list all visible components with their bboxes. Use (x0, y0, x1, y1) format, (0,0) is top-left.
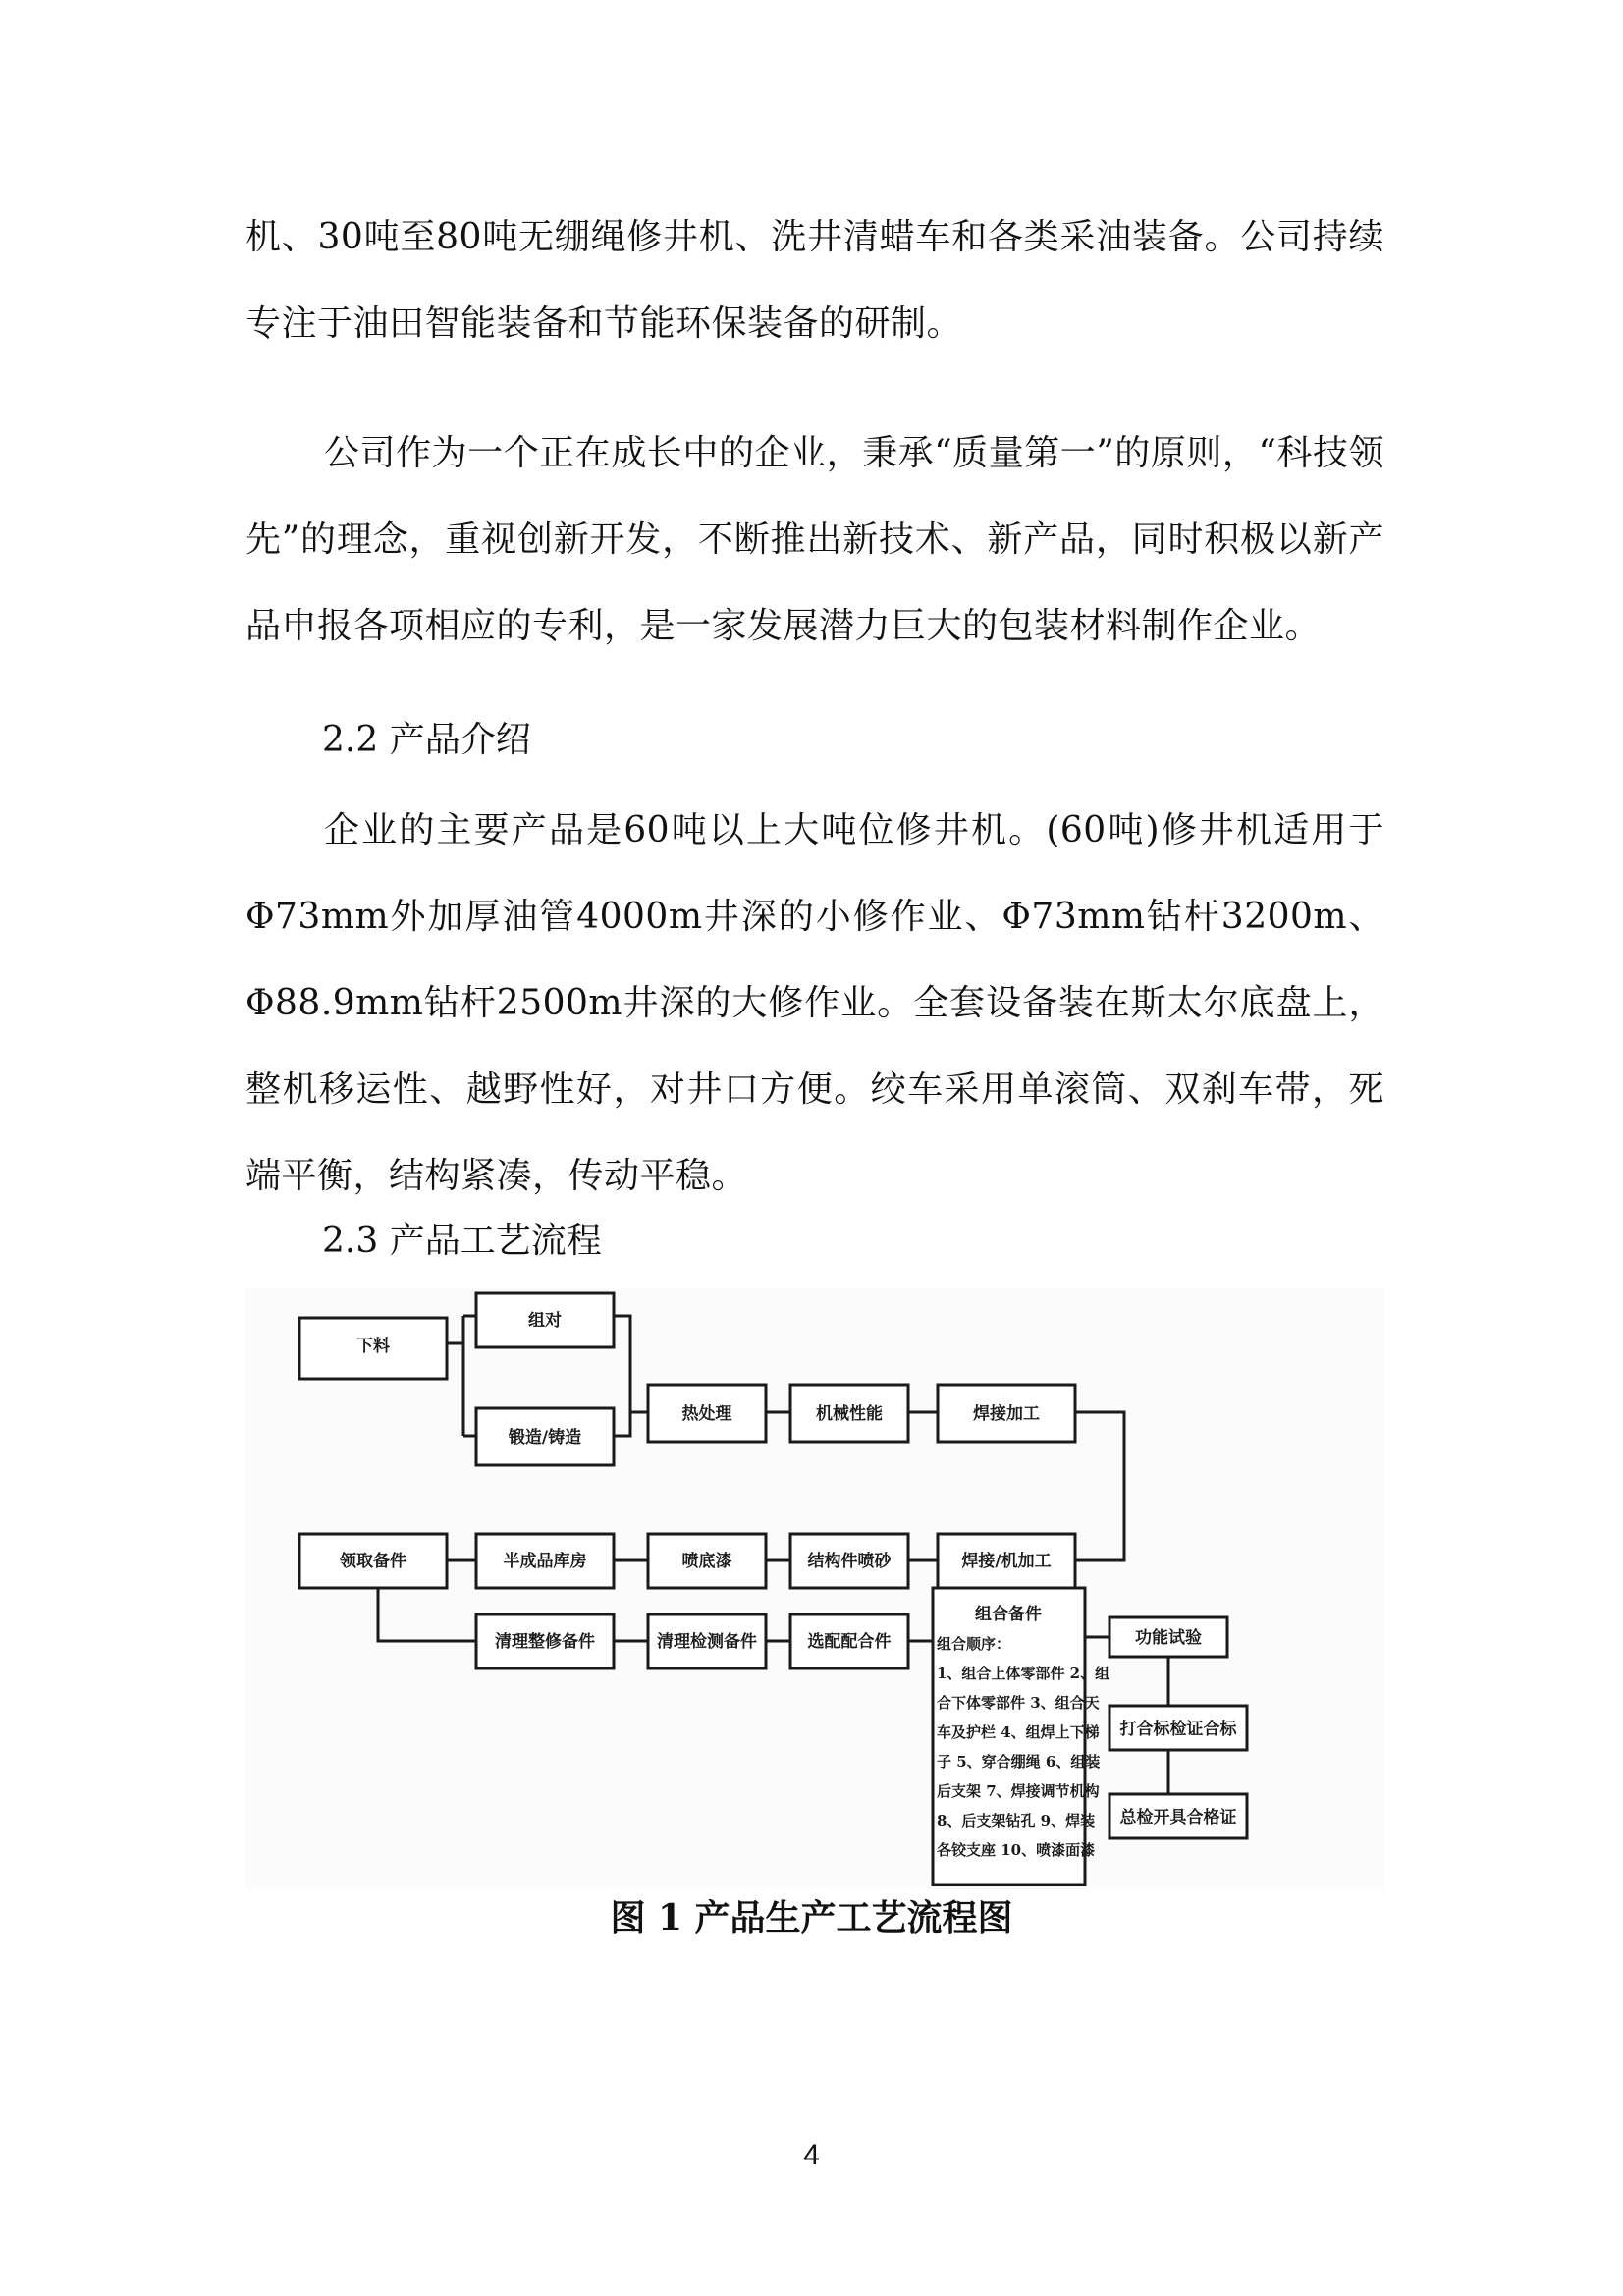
svg-text:各铰支座 10、喷漆面漆: 各铰支座 10、喷漆面漆 (937, 1841, 1096, 1859)
paragraph-1: 机、30吨至80吨无绷绳修井机、洗井清蜡车和各类采油装备。公司持续专注于油田智能装备和节能环保装备的研制。 (245, 217, 1384, 344)
svg-text:机械性能: 机械性能 (816, 1404, 883, 1424)
svg-text:功能试验: 功能试验 (1135, 1628, 1202, 1648)
svg-text:焊接/机加工: 焊接/机加工 (961, 1552, 1052, 1571)
node-duanzao (476, 1408, 614, 1465)
svg-text:清理检测备件: 清理检测备件 (657, 1632, 757, 1652)
svg-text:锻造/铸造: 锻造/铸造 (508, 1428, 582, 1448)
svg-text:下料: 下料 (356, 1337, 390, 1356)
svg-text:打合标检证合标: 打合标检证合标 (1119, 1720, 1237, 1739)
svg-text:合下体零部件 3、组合天: 合下体零部件 3、组合天 (937, 1694, 1100, 1712)
node-xuanpei (790, 1614, 908, 1668)
svg-text:组对: 组对 (528, 1311, 562, 1331)
node-jiance (648, 1614, 766, 1668)
paragraph-2: 公司作为一个正在成长中的企业，秉承“质量第一”的原则，“科技领先”的理念，重视创新开发，不断推出新技术、新产品，同时积极以新产品申报各项相应的专利，是一家发展潜力巨大的包装材料制作企业。 (245, 433, 1384, 646)
node-jiegoujian (790, 1534, 908, 1588)
figure-caption: 图 1 产品生产工艺流程图 (610, 1897, 1013, 1939)
svg-text:领取备件: 领取备件 (340, 1552, 406, 1571)
node-qingli (476, 1614, 614, 1668)
node-banchengpin (476, 1534, 614, 1588)
svg-text:8、后支架钻孔 9、焊装: 8、后支架钻孔 9、焊装 (937, 1812, 1096, 1830)
svg-text:后支架 7、焊接调节机构: 后支架 7、焊接调节机构 (937, 1782, 1100, 1800)
svg-text:结构件喷砂: 结构件喷砂 (807, 1552, 892, 1571)
process-flowchart (245, 1288, 1384, 1889)
svg-text:喷底漆: 喷底漆 (681, 1552, 732, 1571)
node-penxiqi (648, 1534, 766, 1588)
svg-text:选配配合件: 选配配合件 (807, 1632, 892, 1652)
node-jixie (790, 1385, 908, 1442)
section-heading-2-3: 2.3 产品工艺流程 (322, 1221, 602, 1261)
node-zongjian (1109, 1794, 1247, 1838)
node-hanjie (938, 1385, 1075, 1442)
node-dayin (1109, 1706, 1247, 1750)
node-zuhe (933, 1588, 1109, 1885)
svg-text:总检开具合格证: 总检开具合格证 (1119, 1808, 1237, 1828)
node-zudui (476, 1293, 614, 1347)
svg-text:焊接加工: 焊接加工 (973, 1404, 1040, 1424)
page-number: 4 (803, 2139, 820, 2171)
section-heading-2-2: 2.2 产品介绍 (322, 720, 531, 760)
paragraph-3: 企业的主要产品是60吨以上大吨位修井机。(60吨)修井机适用于Φ73mm外加厚油管4000m井深的小修作业、Φ73mm钻杆3200m、Φ88.9mm钻杆2500m井深的大修作业。全套设备装在斯太尔底盘上，整机移运性、越野性好，对井口方便。绞车采用单滚筒、双刹车带，死端平衡，结构紧凑，传动平稳。 (245, 810, 1384, 1196)
svg-text:组合备件: 组合备件 (975, 1605, 1042, 1624)
svg-text:子 5、穿合绷绳 6、组装: 子 5、穿合绷绳 6、组装 (937, 1753, 1101, 1771)
svg-text:清理整修备件: 清理整修备件 (495, 1632, 595, 1652)
svg-text:热处理: 热处理 (681, 1404, 732, 1424)
node-hanjieji (938, 1534, 1075, 1588)
node-lingqu (299, 1534, 447, 1588)
svg-text:车及护栏 4、组焊上下梯: 车及护栏 4、组焊上下梯 (937, 1723, 1100, 1741)
svg-text:组合顺序：: 组合顺序： (937, 1635, 1011, 1653)
node-rechuli (648, 1385, 766, 1442)
svg-text:1、组合上体零部件 2、组: 1、组合上体零部件 2、组 (937, 1665, 1110, 1682)
node-gongneng (1109, 1617, 1227, 1657)
node-xialiao (299, 1318, 447, 1379)
svg-text:半成品库房: 半成品库房 (503, 1552, 587, 1571)
